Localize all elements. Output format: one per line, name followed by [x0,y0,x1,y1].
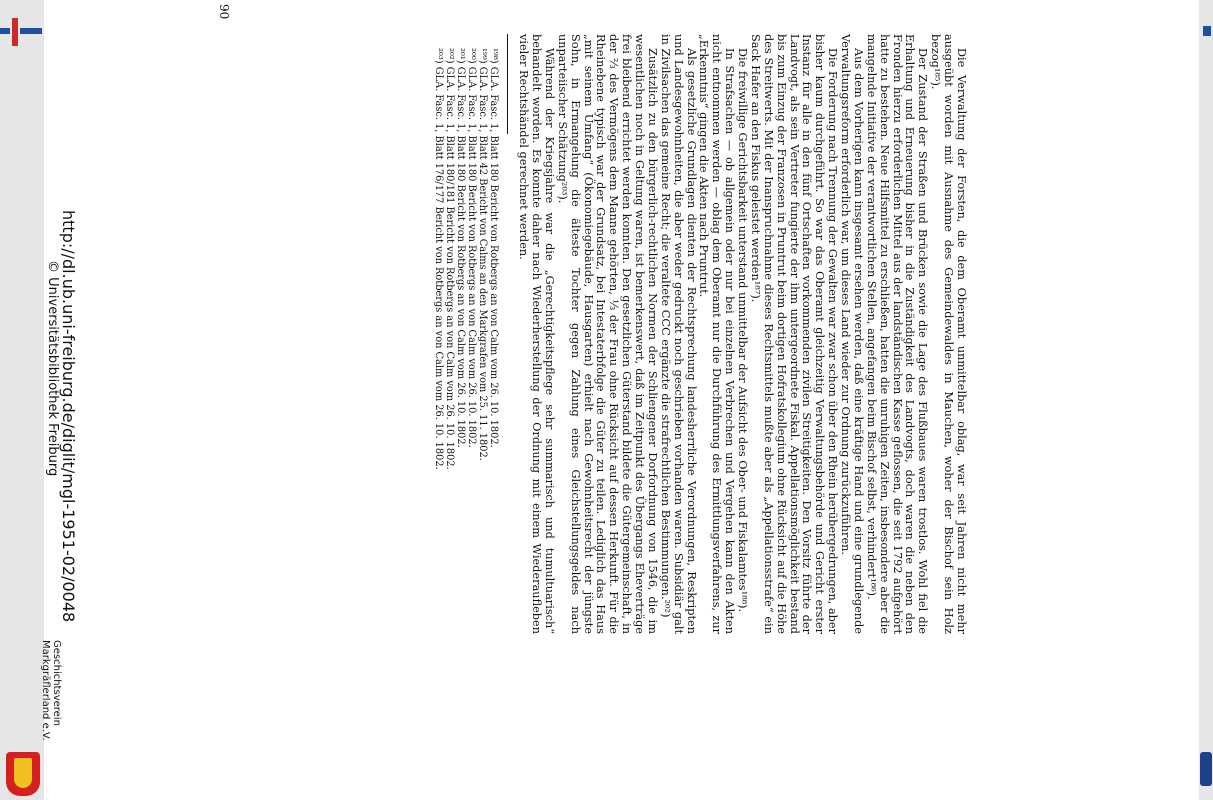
footnote: ¹⁹⁹) GLA. Fasc. 1, Blatt 42 Bericht von Calms an den Markgrafen vom 25. 11. 1802. [477,48,489,461]
rotated-page-content [199,0,979,690]
watermark-banner [40,0,84,800]
coat-of-arms-icon [6,752,40,796]
right-emblem-icon [1200,752,1212,786]
footnote: ²⁰²) GLA. Fasc. 1, Blatt 180/181 Bericht von Rotbergs an von Calm vom 26. 10. 1802. [443,48,455,470]
paragraph: Während der Kriegsjahre war die „Gerechtigkeitspflege sehr summarisch und tumultuarisch“ behandelt worden. Es konnte daher nach Wiederherstellung der Ordnung mit einem Wiederaufleben vieler Rechtshändel gerechnet werden. [517,34,556,634]
footnote: ²⁰⁰) GLA. Fasc. 1, Blatt 180 Bericht von Rotbergs an von Calm vom 26. 10. 1802. [466,48,478,448]
right-logo-icon [1203,26,1211,36]
footnote: ¹⁹⁸) GLA. Fasc. 1, Blatt 180 Bericht von Rotbergs an von Calm vom 26. 10. 1802. [488,48,500,448]
digitization-url[interactable]: http://dl.ub.uni-freiburg.de/diglit/mgl-1951-02/0048 [59,210,78,623]
paragraph: Als gesetzliche Grundlagen dienten der Rechtsprechung landesherrliche Verordnungen, Reskripten und Landesgewohnheiten, die aber weder gedruckt noch geschrieben vorhanden waren. Subsidiär galt in Zivilsachen das gemeine Recht; die veraltete CCC ergänzte die strafrechtlichen Bestimmungen.²⁰²) [658,34,698,634]
body-text [432,34,967,634]
viewer-left-margin [0,0,44,800]
paragraph: In Strafsachen — ob allgemein oder nur bei einzelnen Verbrechen und Vergehen kann den Akten nicht entnommen werden — oblag dem Oberamt nur die Durchführung des Ermittlungsverfahrens, zur „Erkenntnis“ gingen die Akten nach Pruntrut. [697,34,737,634]
paragraph: Aus dem Vorherigen kann insgesamt ersehen werden, daß eine kräftige Hand und eine grundlegende Verwaltungsreform erforderlich war, um dieses Land wieder zur Ordnung zurückzuführen. [839,34,865,634]
paragraph: Die Forderung nach Trennung der Gewalten war zwar schon über den Rhein herübergedrungen, aber bisher kaum durchgeführt. So war das Oberamt gleichzeitig Verwaltungsbehörde und Gericht erster Instanz für alle in den fünf Ortschaften vorkommenden zivilen Streitigkeiten. Den Vorsitz führte der Landvogt, als sein Vertreter fungierte der ihm untergeordnete Fiskal. Appellationsmöglichkeit bestand bis zum Einzug der Franzosen in Pruntrut beim dortigen Hofratskollegium ohne Rücksicht auf die Höhe des Streitwerts. Mit der Inanspruchnahme dieses Rechtsmittels mußte aber als „Appellationsstrafe“ ein Sack Hafer an den Fiskus geleistet werden¹⁸⁷). [749,34,840,634]
paragraph: Der Zustand der Straßen und Brücken sowie die Lage des Flußbaues waren trostlos. Wohl fiel die Erhaltung und Erneuerung bisher in die Zuständigkeit des Landvogts, doch waren die neben den Fronden hierzu erforderlichen Mittel aus der landständischen Kasse geflossen, die seit 1792 aufgehört hatte zu bestehen. Neue Hilfsmittel zu erschließen, hatten die unruhigen Zeiten, insbesondere aber die mangelnde Initiative der verantwortlichen Stellen, angefangen beim Bischof selbst, verhindert¹⁸⁶). [864,34,930,634]
scanned-page [40,0,1199,800]
paragraph: Die Verwaltung der Forsten, die dem Oberamt unmittelbar oblag, war seit Jahren nicht mehr ausgeübt worden mit Ausnahme des Gemeindewaldes in Mauchen, woher der Bischof sein Holz bezog¹⁸⁵). [929,34,968,634]
footnote: ²⁰¹) GLA. Fasc. 1, Blatt 180 Bericht von Rotbergs an von Calm vom 26. 10. 1802. [454,48,466,448]
footnote-divider [507,34,508,134]
society-name: Geschichtsverein Markgräflerland e.V. [40,640,62,741]
copyright-notice: © Universitätsbibliothek Freiburg [45,260,60,477]
paragraph: Die freiwillige Gerichtsbarkeit unterstand unmittelbar der Aufsicht des Ober- und Fiskalamtes¹⁸⁸). [736,48,750,613]
footnotes [432,34,499,634]
paragraph: Zusätzlich zu den bürgerlich-rechtlichen Normen der Schliengener Dorfordnung von 1546, die im wesentlichen noch in Geltung waren, ist bemerkenswert, daß im Zeitpunkt des Übergangs Eheverträge frei bleibend errichtet werden konnten. Den gesetzlichen Güterstand bildete die Gütergemeinschaft, in der ⅔ des Vermögens dem Manne gehörten, ⅓ der Frau ohne Rücksicht auf dessen Herkunft. Für die Rheinebene typisch war der Grundsatz, bei Intestaterbfolge die Güter zu teilen. Lediglich das Haus „mit seinem Umfang“ (Ökonomiegebäude, Hausgarten) erhielt nach Gewohnheitsrecht der jüngste Sohn, in Ermangelung die älteste Tochter gegen Zahlung eines Gleichstellungsgeldes nach unparteiischer Schätzung²⁰³). [555,34,659,634]
page-number: 90 [217,4,231,20]
viewer-right-margin [1199,0,1213,800]
footnote: ²⁰³) GLA. Fasc. 1, Blatt 176/177 Bericht von Rotbergs an von Calm vom 26. 10. 1802. [432,48,444,470]
